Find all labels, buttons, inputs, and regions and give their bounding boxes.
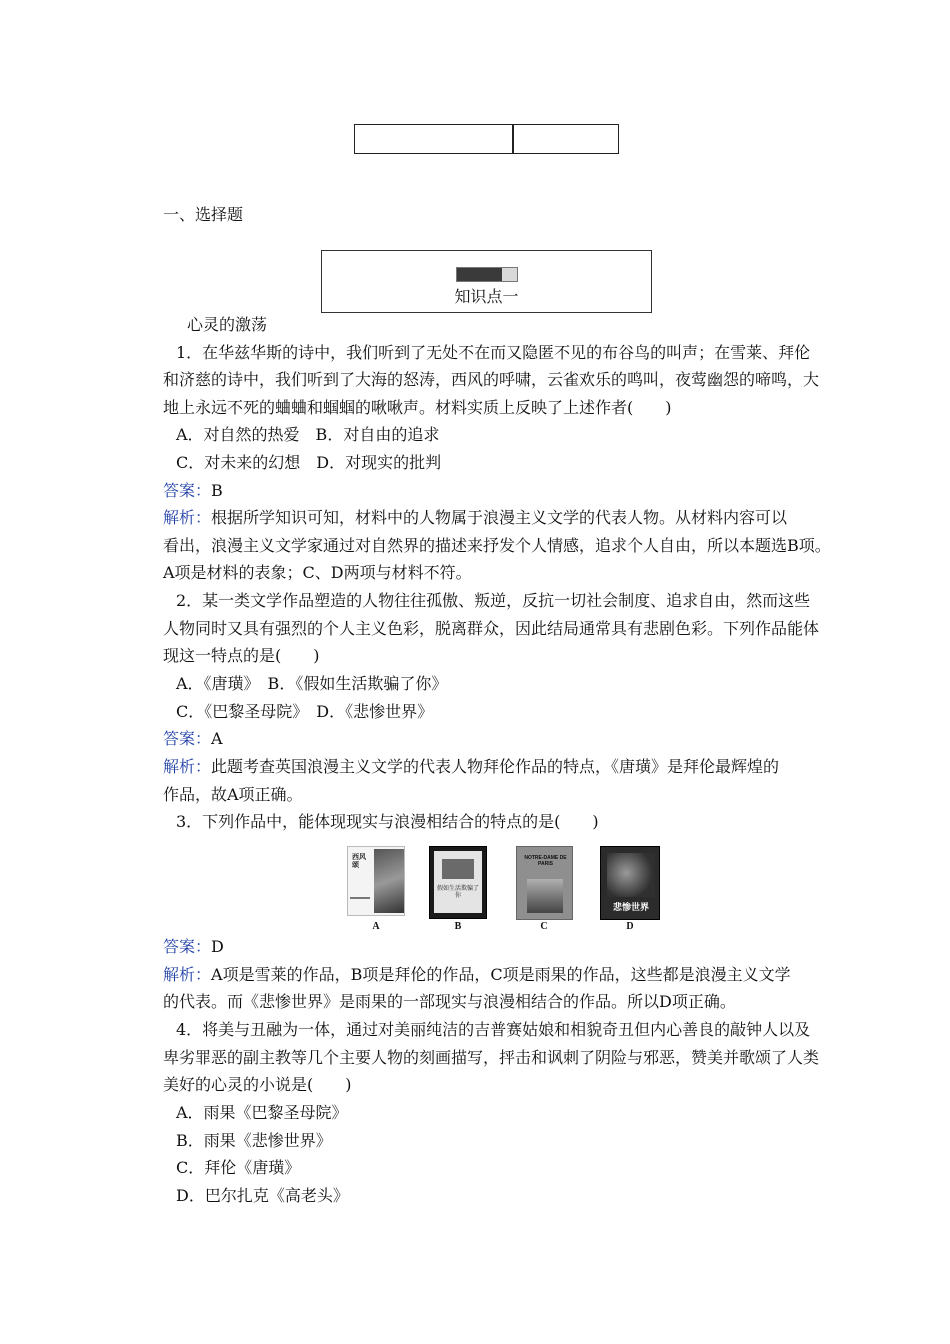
q3-stem-line: 3．下列作品中，能体现现实与浪漫相结合的特点的是( ) (176, 812, 599, 831)
q1-analysis-line: 根据所学知识可知，材料中的人物属于浪漫主义文学的代表人物。从材料内容可以 (211, 508, 788, 527)
score-table (354, 124, 619, 154)
book-cover-a (347, 846, 405, 916)
answer-label: 答案： (163, 937, 212, 956)
book-cover-a-art (374, 849, 404, 913)
q4-option-line: D．巴尔扎克《高老头》 (176, 1186, 349, 1205)
book-label-a: A (372, 921, 380, 932)
book-label-c: C (540, 921, 548, 932)
q4-option-line: B．雨果《悲惨世界》 (176, 1131, 332, 1150)
q3-analysis-line: 的代表。而《悲惨世界》是雨果的一部现实与浪漫相结合的作品。所以D项正确。 (163, 992, 736, 1011)
knowledge-point-title: 知识点一 (454, 287, 519, 306)
analysis-label: 解析： (163, 757, 212, 776)
q1-analysis-row (163, 507, 843, 529)
q2-option-line: C．《巴黎圣母院》 D．《悲惨世界》 (176, 702, 434, 721)
knowledge-point-box (321, 250, 652, 313)
q3-answer-row (163, 936, 843, 958)
q2-answer: A (211, 729, 223, 748)
q2-stem-line: 人物同时又具有强烈的个人主义色彩，脱离群众，因此结局通常具有悲剧色彩。下列作品能体 (163, 619, 820, 638)
q2-answer-row (163, 728, 843, 750)
book-cover-c-title: NOTRE-DAME DE PARIS (524, 855, 567, 867)
q2-stem-line: 现这一特点的是( ) (163, 646, 320, 665)
q3-answer: D (211, 937, 224, 956)
q4-stem-line: 卑劣罪恶的副主教等几个主要人物的刻画描写，抨击和讽刺了阴险与邪恶，赞美并歌颂了人类 (163, 1048, 820, 1067)
q4-option-line: C．拜伦《唐璜》 (176, 1158, 301, 1177)
book-cover-b-art (442, 859, 474, 879)
q3-analysis-row (163, 964, 843, 986)
q1-analysis-line: A项是材料的表象；C、D两项与材料不符。 (163, 563, 472, 582)
book-cover-c-art (527, 879, 563, 913)
q1-option-line: C．对未来的幻想 D．对现实的批判 (176, 453, 442, 472)
q2-analysis-row (163, 756, 843, 778)
q1-answer: B (211, 481, 223, 500)
knowledge-point-subtitle: 心灵的激荡 (187, 315, 268, 334)
q1-stem-line: 和济慈的诗中，我们听到了大海的怒涛，西风的呼啸，云雀欢乐的鸣叫，夜莺幽怨的啼鸣，大 (163, 370, 820, 389)
q1-answer-row (163, 480, 843, 502)
answer-label: 答案： (163, 729, 212, 748)
book-cover-a-stripe (350, 897, 370, 899)
book-cover-c (516, 846, 573, 920)
q2-analysis-line: 作品，故A项正确。 (163, 785, 303, 804)
answer-label: 答案： (163, 481, 212, 500)
q1-stem-line: 地上永远不死的蛐蛐和蝈蝈的啾啾声。材料实质上反映了上述作者( ) (163, 398, 672, 417)
book-cover-d-title: 悲惨世界 (612, 903, 649, 913)
q4-stem-line: 4．将美与丑融为一体，通过对美丽纯洁的吉普赛姑娘和相貌奇丑但内心善良的敲钟人以及 (176, 1020, 811, 1039)
book-cover-d-art (607, 853, 655, 897)
q2-analysis-line: 此题考查英国浪漫主义文学的代表人物拜伦作品的特点，《唐璜》是拜伦最辉煌的 (211, 757, 780, 776)
book-cover-a-title: 西风颂 (352, 852, 366, 869)
q4-option-line: A．雨果《巴黎圣母院》 (176, 1103, 348, 1122)
section-heading: 一、选择题 (163, 205, 244, 224)
book-cover-d (600, 846, 660, 920)
q1-option-line: A．对自然的热爱 B．对自由的追求 (176, 425, 440, 444)
book-cover-b (429, 846, 487, 919)
score-table-divider (512, 125, 514, 153)
q4-stem-line: 美好的心灵的小说是( ) (163, 1075, 352, 1094)
knowledge-point-bar-fill (457, 268, 502, 281)
q3-analysis-line: A项是雪莱的作品，B项是拜伦的作品，C项是雨果的作品，这些都是浪漫主义文学 (211, 965, 791, 984)
book-label-b: B (454, 921, 462, 932)
analysis-label: 解析： (163, 965, 212, 984)
q1-stem-line: 1．在华兹华斯的诗中，我们听到了无处不在而又隐匿不见的布谷鸟的叫声；在雪莱、拜伦 (176, 343, 811, 362)
knowledge-point-bar (456, 267, 518, 282)
book-label-d: D (626, 921, 634, 932)
q2-stem-line: 2．某一类文学作品塑造的人物往往孤傲、叛逆，反抗一切社会制度、追求自由，然而这些 (176, 591, 811, 610)
q2-option-line: A．《唐璜》 B．《假如生活欺骗了你》 (176, 674, 448, 693)
analysis-label: 解析： (163, 508, 212, 527)
book-cover-b-title: 假如生活欺骗了你 (436, 885, 479, 899)
q1-analysis-line: 看出，浪漫主义文学家通过对自然界的描述来抒发个人情感，追求个人自由，所以本题选B项。 (163, 536, 831, 555)
